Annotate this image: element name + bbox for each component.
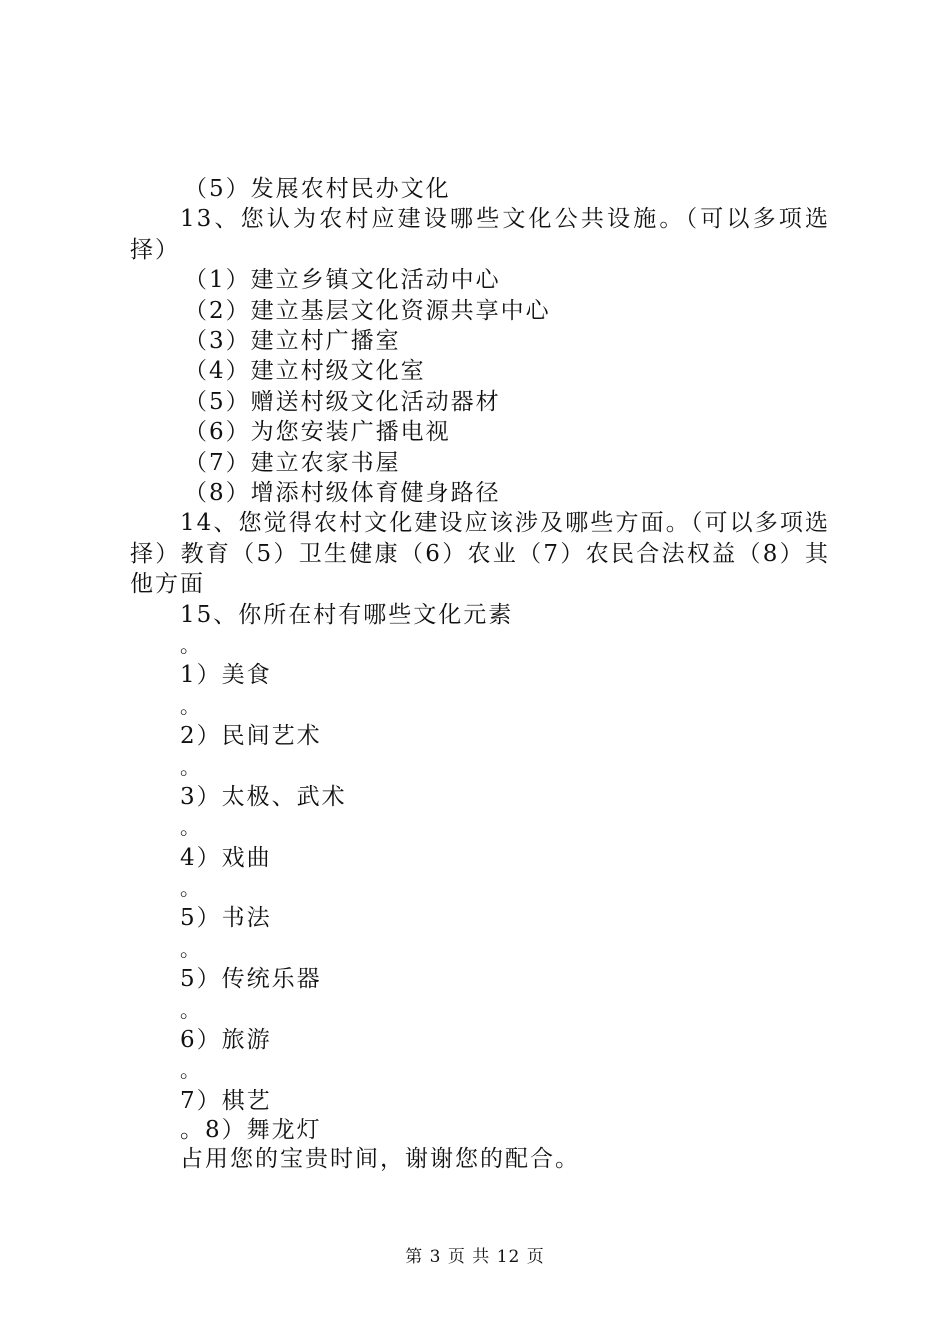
separator-dot: 。 bbox=[180, 997, 200, 1022]
separator-dot: 。 bbox=[180, 693, 200, 718]
q15-option-6: 5）传统乐器 bbox=[180, 966, 322, 993]
q15-option-5: 5）书法 bbox=[180, 905, 272, 932]
q13-option-5: （5）赠送村级文化活动器材 bbox=[184, 388, 501, 415]
closing-text: 占用您的宝贵时间，谢谢您的配合。 bbox=[180, 1146, 580, 1173]
separator-dot: 。 bbox=[180, 876, 200, 901]
q13-option-7: （7）建立农家书屋 bbox=[184, 449, 401, 476]
q15-option-9: 。8）舞龙灯 bbox=[180, 1117, 322, 1144]
separator-dot: 。 bbox=[180, 1058, 200, 1083]
q13-option-1: （1）建立乡镇文化活动中心 bbox=[184, 267, 501, 294]
q15-option-8: 7）棋艺 bbox=[180, 1087, 272, 1114]
q15-option-1: 1）美食 bbox=[180, 662, 272, 689]
separator-dot: 。 bbox=[180, 754, 200, 779]
q13-option-2: （2）建立基层文化资源共享中心 bbox=[184, 297, 551, 324]
q15-option-7: 6）旅游 bbox=[180, 1027, 272, 1054]
q13-option-6: （6）为您安装广播电视 bbox=[184, 419, 451, 446]
document-body bbox=[130, 174, 830, 1175]
separator-dot: 。 bbox=[180, 632, 200, 657]
q15-option-4: 4）戏曲 bbox=[180, 844, 272, 871]
q15-option-2: 2）民间艺术 bbox=[180, 723, 322, 750]
question-15: 15、你所在村有哪些文化元素 bbox=[180, 601, 514, 628]
option-line: （5）发展农村民办文化 bbox=[184, 176, 451, 202]
q15-option-3: 3）太极、武术 bbox=[180, 783, 347, 810]
q13-option-4: （4）建立村级文化室 bbox=[184, 358, 426, 385]
q13-option-3: （3）建立村广播室 bbox=[184, 327, 401, 354]
separator-dot: 。 bbox=[180, 815, 200, 840]
page-number: 第 3 页 共 12 页 bbox=[405, 1247, 545, 1267]
question-13: 13、您认为农村应建设哪些文化公共设施。（可以多项选择） bbox=[130, 206, 830, 263]
question-14: 14、您觉得农村文化建设应该涉及哪些方面。（可以多项选择）教育（5）卫生健康（6）农业（7）农民合法权益（8）其他方面 bbox=[130, 510, 830, 598]
separator-dot: 。 bbox=[180, 936, 200, 961]
q13-option-8: （8）增添村级体育健身路径 bbox=[184, 479, 501, 506]
